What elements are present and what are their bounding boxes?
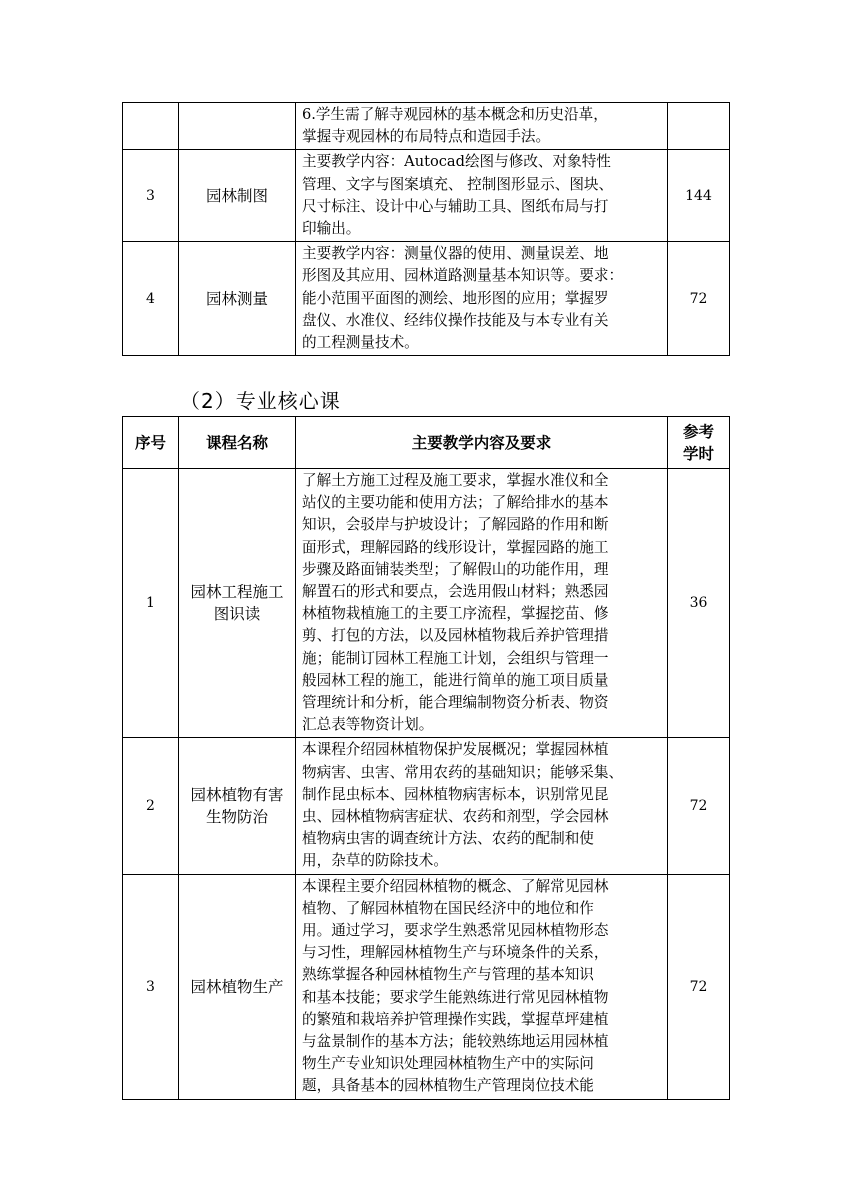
content-line: 本课程主要介绍园林植物的概念、了解常见园林 bbox=[302, 877, 609, 895]
content-line: 用。通过学习，要求学生熟悉常见园林植物形态 bbox=[302, 922, 609, 940]
content-line: 施；能制订园林工程施工计划，会组织与管理一 bbox=[302, 649, 609, 667]
content-line: 物病害、虫害、常用农药的基础知识；能够采集、 bbox=[302, 763, 624, 781]
row-number bbox=[123, 103, 179, 150]
content-line: 印输出。 bbox=[302, 220, 361, 238]
content-line: 形图及其应用、园林道路测量基本知识等。要求： bbox=[302, 267, 624, 285]
content-line: 熟练掌握各种园林植物生产与管理的基本知识 bbox=[302, 966, 594, 984]
content-line: 6.学生需了解寺观园林的基本概念和历史沿革， bbox=[302, 106, 608, 123]
header-hours-line: 学时 bbox=[682, 444, 714, 463]
course-name-line: 图识读 bbox=[213, 605, 261, 624]
content-line: 与盆景制作的基本方法；能较熟练地运用园林植 bbox=[302, 1033, 609, 1051]
header-content: 主要教学内容及要求 bbox=[296, 417, 668, 469]
table-row bbox=[123, 242, 730, 356]
course-content bbox=[296, 150, 668, 242]
content-line: 般园林工程的施工，能进行简单的施工项目质量 bbox=[302, 671, 609, 689]
section-title: （2）专业核心课 bbox=[180, 389, 341, 413]
content-line: 与习性，理解园林植物生产与环境条件的关系， bbox=[302, 944, 609, 962]
content-line: 知识，会驳岸与护坡设计；了解园路的作用和断 bbox=[302, 516, 609, 534]
content-line: 林植物栽植施工的主要工序流程，掌握挖苗、修 bbox=[302, 605, 609, 623]
course-name-line: 园林植物有害 bbox=[190, 786, 284, 805]
row-number: 4 bbox=[123, 242, 179, 356]
course-name: 园林测量 bbox=[179, 242, 296, 356]
content-line: 能小范围平面图的测绘、地形图的应用；掌握罗 bbox=[302, 289, 609, 307]
table-header-row bbox=[123, 417, 730, 469]
header-hours bbox=[668, 417, 730, 469]
table-row bbox=[123, 150, 730, 242]
course-name-line: 园林植物生产 bbox=[190, 977, 284, 996]
content-line: 掌握寺观园林的布局特点和造园手法。 bbox=[302, 128, 551, 146]
content-line: 汇总表等物资计划。 bbox=[302, 716, 434, 734]
course-content bbox=[296, 738, 668, 874]
content-line: 步骤及路面铺装类型；了解假山的功能作用，理 bbox=[302, 560, 609, 578]
course-content bbox=[296, 103, 668, 150]
content-line: 用，杂草的防除技术。 bbox=[302, 852, 448, 870]
course-hours: 144 bbox=[668, 150, 730, 242]
course-name-line: 园林工程施工 bbox=[190, 583, 284, 602]
course-name bbox=[179, 874, 296, 1099]
content-line: 虫、园林植物病害症状、农药和剂型，学会园林 bbox=[302, 808, 609, 826]
course-hours bbox=[668, 103, 730, 150]
table-row bbox=[123, 874, 730, 1099]
content-line: 尺寸标注、设计中心与辅助工具、图纸布局与打 bbox=[302, 197, 609, 215]
content-line: 制作昆虫标本、园林植物病害标本，识别常见昆 bbox=[302, 785, 609, 803]
content-line: 和基本技能；要求学生能熟练进行常见园林植物 bbox=[302, 988, 609, 1006]
course-name bbox=[179, 469, 296, 738]
row-number: 3 bbox=[123, 150, 179, 242]
course-content bbox=[296, 242, 668, 356]
course-name bbox=[179, 738, 296, 874]
row-number: 3 bbox=[123, 874, 179, 1099]
content-line: 主要教学内容：Autocad绘图与修改、对象特性 bbox=[302, 153, 611, 171]
course-content bbox=[296, 874, 668, 1099]
content-line: 管理统计和分析，能合理编制物资分析表、物资 bbox=[302, 694, 609, 712]
content-line: 题，具备基本的园林植物生产管理岗位技术能 bbox=[302, 1077, 594, 1095]
content-line: 本课程介绍园林植物保护发展概况；掌握园林植 bbox=[302, 741, 609, 759]
core-course-table bbox=[122, 416, 730, 1100]
course-name: 园林制图 bbox=[179, 150, 296, 242]
content-line: 的工程测量技术。 bbox=[302, 334, 419, 352]
content-line: 物生产专业知识处理园林植物生产中的实际问 bbox=[302, 1055, 594, 1073]
content-line: 的繁殖和栽培养护管理操作实践，掌握草坪建植 bbox=[302, 1010, 609, 1028]
content-line: 管理、文字与图案填充、 控制图形显示、图块、 bbox=[302, 175, 614, 193]
content-line: 植物病虫害的调查统计方法、农药的配制和使 bbox=[302, 830, 594, 848]
table-row bbox=[123, 738, 730, 874]
header-hours-line: 参考 bbox=[682, 422, 714, 441]
content-line: 剪、打包的方法，以及园林植物栽后养护管理措 bbox=[302, 627, 609, 645]
course-hours: 72 bbox=[668, 738, 730, 874]
course-name bbox=[179, 103, 296, 150]
content-line: 主要教学内容：测量仪器的使用、测量误差、地 bbox=[302, 245, 609, 263]
course-name-line: 生物防治 bbox=[205, 808, 268, 827]
header-number: 序号 bbox=[123, 417, 179, 469]
course-hours: 72 bbox=[668, 874, 730, 1099]
course-hours: 36 bbox=[668, 469, 730, 738]
course-hours: 72 bbox=[668, 242, 730, 356]
header-course-name: 课程名称 bbox=[179, 417, 296, 469]
course-table-continued bbox=[122, 102, 730, 356]
content-line: 面形式，理解园路的线形设计，掌握园路的施工 bbox=[302, 538, 609, 556]
content-line: 盘仪、水准仪、经纬仪操作技能及与本专业有关 bbox=[302, 311, 609, 329]
table-row bbox=[123, 469, 730, 738]
course-content bbox=[296, 469, 668, 738]
table-row bbox=[123, 103, 730, 150]
content-line: 解置石的形式和要点，会选用假山材料；熟悉园 bbox=[302, 583, 609, 601]
row-number: 1 bbox=[123, 469, 179, 738]
content-line: 植物、了解园林植物在国民经济中的地位和作 bbox=[302, 899, 594, 917]
content-line: 了解土方施工过程及施工要求，掌握水准仪和全 bbox=[302, 472, 609, 489]
content-line: 站仪的主要功能和使用方法；了解给排水的基本 bbox=[302, 494, 609, 512]
row-number: 2 bbox=[123, 738, 179, 874]
